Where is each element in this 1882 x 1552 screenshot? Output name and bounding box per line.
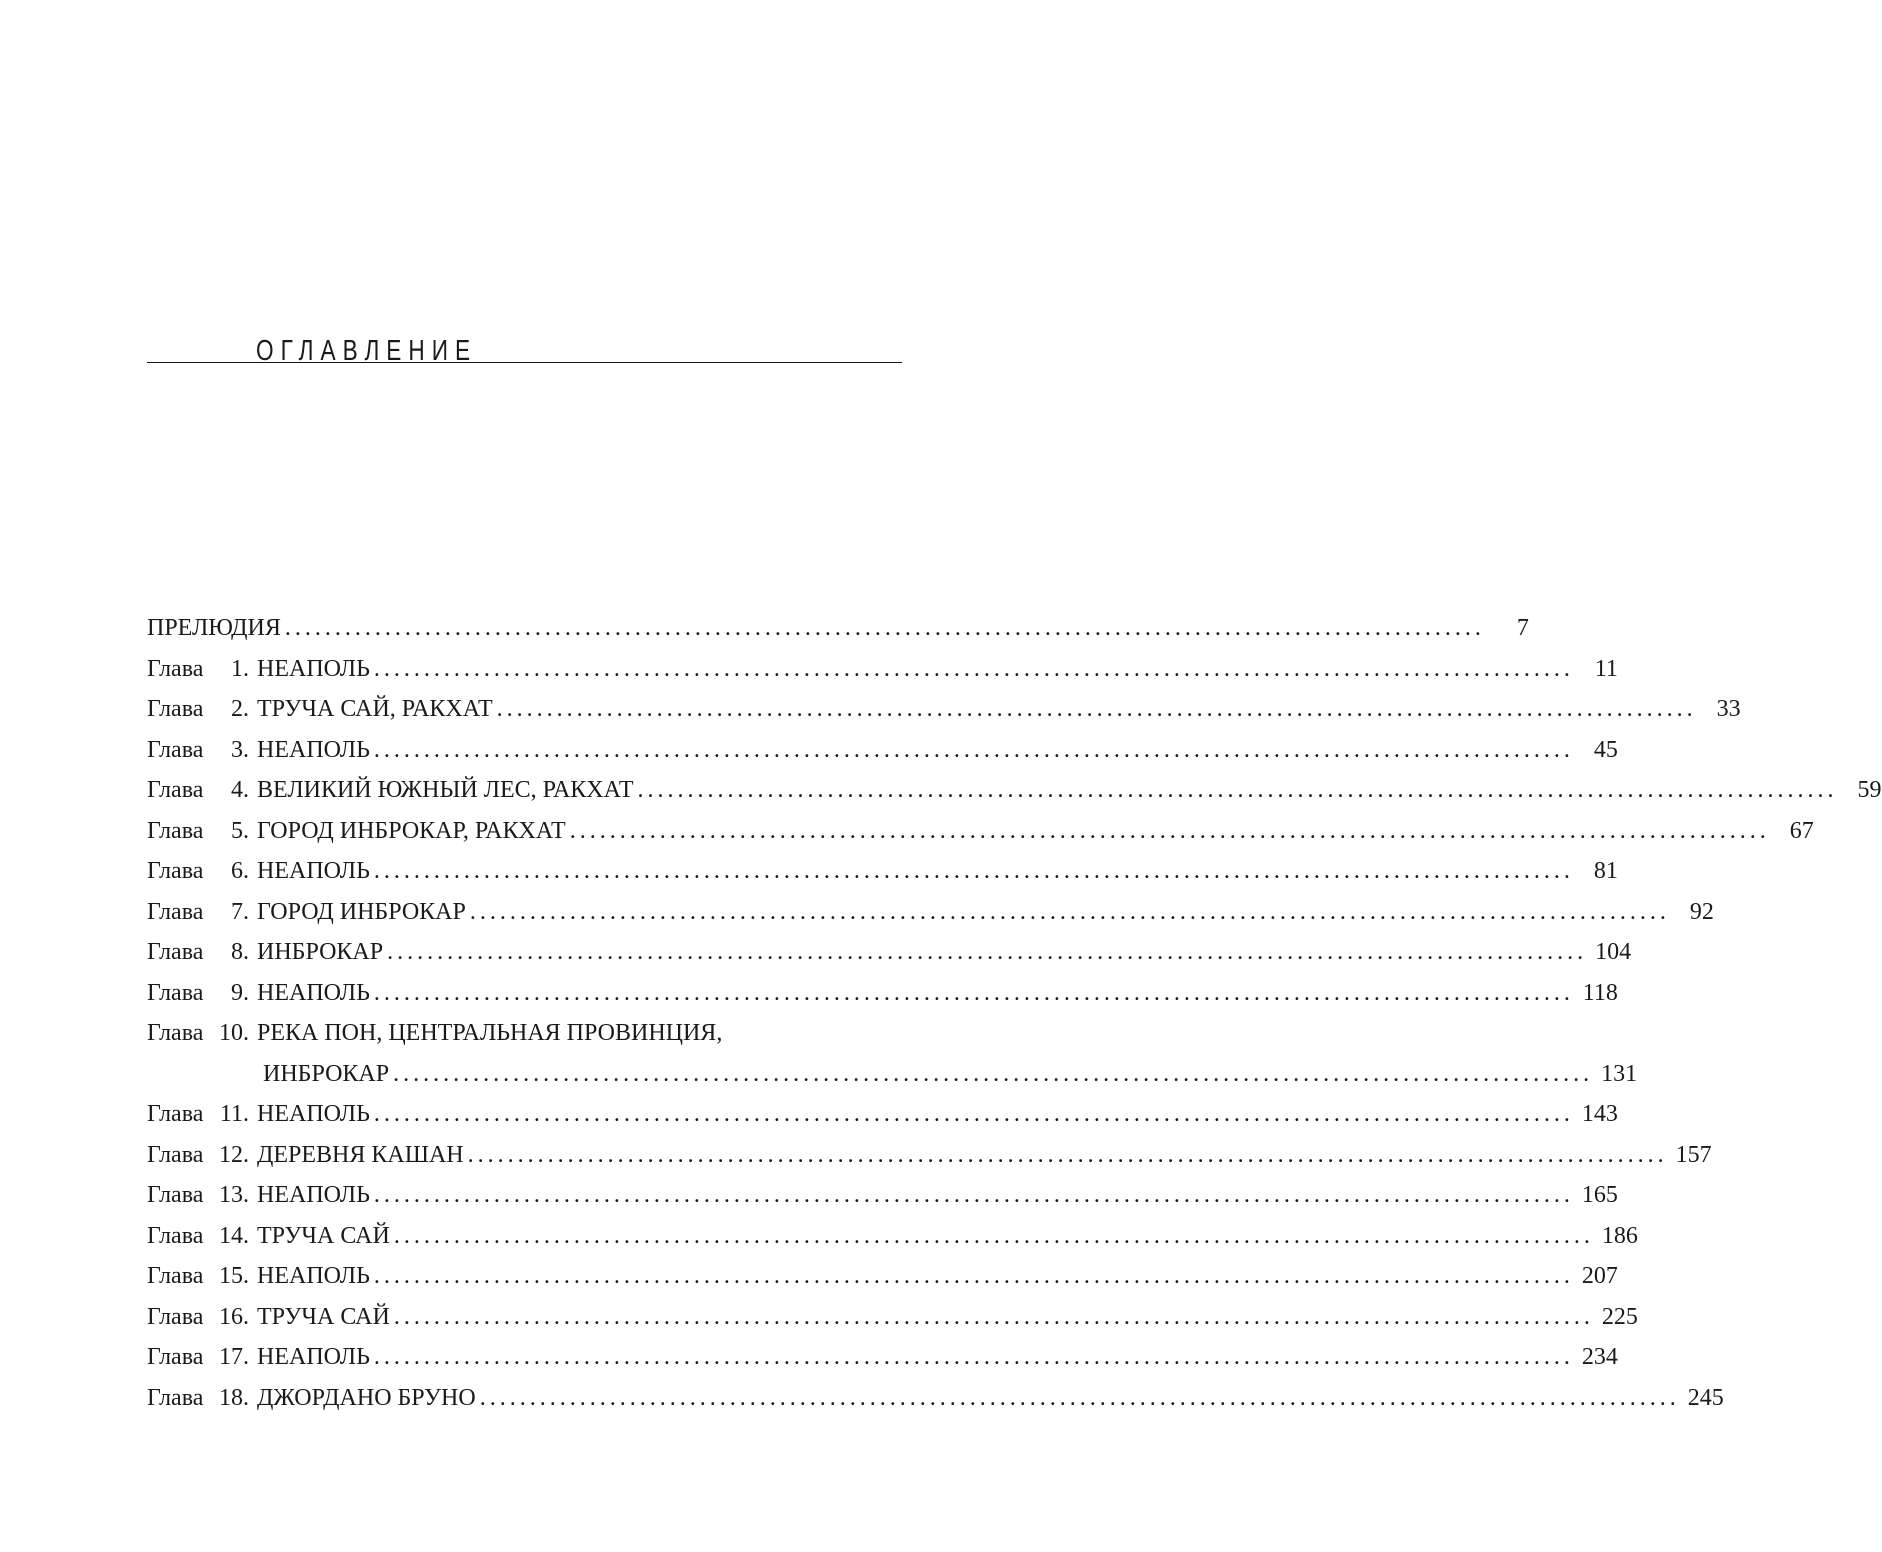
chapter-label: Глава [147,1344,204,1370]
toc-entry-title: ДЕРЕВНЯ КАШАН [257,1141,464,1168]
chapter-number: 6. [231,858,249,884]
chapter-number: 8. [231,939,249,965]
chapter-label: Глава [147,939,204,965]
toc-page-number: 157 [1675,1141,1712,1168]
toc-entry-title: НЕАПОЛЬ [257,858,370,884]
toc-entry-title: ТРУЧА САЙ, РАКХАТ [257,696,493,722]
toc-page-number: 118 [1582,979,1618,1006]
toc-entry-chapter-11[interactable] [147,1094,1618,1135]
toc-entry-prelude[interactable] [147,608,1529,649]
chapter-number: 16. [219,1303,249,1330]
dot-leader: ........................................................................................................................ [393,1222,1594,1249]
chapter-label: Глава [147,655,204,682]
chapter-label: Глава [147,1222,204,1249]
table-of-contents [147,608,1882,1418]
toc-page-number: 131 [1601,1060,1638,1087]
chapter-label: Глава [147,1303,204,1330]
toc-page-number: 59 [1857,777,1882,803]
chapter-label: Глава [147,1020,204,1046]
chapter-label: Глава [147,858,204,884]
dot-leader: ........................................................................................................................ [569,817,1770,844]
dot-leader: ........................................................................................................................ [373,979,1574,1006]
chapter-label: Глава [147,898,204,925]
chapter-number: 18. [219,1384,249,1411]
toc-entry-title: ИНБРОКАР [257,939,384,965]
chapter-number: 14. [219,1222,249,1249]
toc-page-number: 165 [1581,1182,1618,1208]
chapter-label: Глава [147,1141,204,1168]
toc-page-number: 7 [1516,615,1529,641]
chapter-label: Глава [147,777,204,803]
chapter-number: 3. [231,736,249,763]
chapter-number: 15. [219,1263,249,1289]
toc-entry-title: ГОРОД ИНБРОКАР [257,898,466,925]
chapter-number: 1. [231,655,249,682]
toc-entry-title: ТРУЧА САЙ [257,1222,390,1249]
dot-leader: ........................................................................................................................ [373,1182,1574,1208]
toc-entry-title: ВЕЛИКИЙ ЮЖНЫЙ ЛЕС, РАКХАТ [257,777,634,803]
toc-entry-title: ДЖОРДАНО БРУНО [257,1384,476,1411]
dot-leader: ........................................................................................................................ [387,939,1588,965]
toc-entry-title: ТРУЧА САЙ [257,1303,390,1330]
toc-page-number: 186 [1601,1222,1638,1249]
dot-leader: ........................................................................................................................ [373,736,1574,763]
toc-entry-title: ГОРОД ИНБРОКАР, РАКХАТ [257,817,566,844]
dot-leader: ........................................................................................................................ [373,655,1574,682]
toc-entry-chapter-4[interactable] [147,770,1882,811]
toc-entry-chapter-3[interactable] [147,730,1618,771]
title-rule [147,362,902,363]
toc-entry-title: НЕАПОЛЬ [257,1263,370,1289]
toc-entry-title: НЕАПОЛЬ [257,655,370,682]
chapter-label: Глава [147,696,204,722]
dot-leader: ........................................................................................................................ [373,1101,1574,1127]
page-title: ОГЛАВЛЕНИЕ [256,335,478,367]
chapter-number: 17. [219,1344,249,1370]
toc-entry-chapter-9[interactable] [147,973,1618,1014]
toc-entry-chapter-2[interactable] [147,689,1741,730]
toc-entry-chapter-14[interactable] [147,1216,1638,1257]
dot-leader: ........................................................................................................................ [479,1384,1680,1411]
toc-entry-chapter-18[interactable] [147,1378,1724,1419]
chapter-number: 13. [219,1182,249,1208]
toc-entry-title: РЕКА ПОН, ЦЕНТРАЛЬНАЯ ПРОВИНЦИЯ, [257,1020,723,1046]
toc-entry-chapter-5[interactable] [147,811,1814,852]
toc-entry-title: НЕАПОЛЬ [257,1182,370,1208]
dot-leader: ........................................................................................................................ [373,1344,1574,1370]
toc-entry-chapter-17[interactable] [147,1337,1618,1378]
chapter-number: 12. [219,1141,249,1168]
toc-entry-chapter-7[interactable] [147,892,1714,933]
toc-entry-title: НЕАПОЛЬ [257,1344,370,1370]
chapter-number: 10. [219,1020,249,1046]
dot-leader: ........................................................................................................................ [469,898,1670,925]
chapter-number: 2. [231,696,249,722]
dot-leader: ........................................................................................................................ [373,858,1574,884]
dot-leader: ........................................................................................................................ [637,777,1838,803]
toc-page-number: 143 [1581,1101,1618,1127]
chapter-number: 9. [231,979,249,1006]
toc-entry-chapter-8[interactable] [147,932,1632,973]
chapter-label: Глава [147,979,204,1006]
chapter-label: Глава [147,1263,204,1289]
dot-leader: ........................................................................................................................ [467,1141,1668,1168]
toc-page-number: 11 [1594,655,1618,682]
toc-entry-chapter-13[interactable] [147,1175,1618,1216]
dot-leader: ........................................................................................................................ [393,1060,1594,1087]
toc-entry-chapter-12[interactable] [147,1135,1712,1176]
chapter-label: Глава [147,817,204,844]
toc-entry-chapter-15[interactable] [147,1256,1618,1297]
toc-page-number: 45 [1593,736,1618,763]
toc-entry-chapter-16[interactable] [147,1297,1638,1338]
toc-entry-chapter-1[interactable] [147,649,1618,690]
chapter-label: Глава [147,1182,204,1208]
chapter-label: Глава [147,736,204,763]
chapter-number: 7. [231,898,249,925]
dot-leader: ........................................................................................................................ [284,615,1485,641]
toc-entry-title: НЕАПОЛЬ [257,1101,370,1127]
toc-page-number: 207 [1581,1263,1618,1289]
toc-entry-title-continued: ИНБРОКАР [263,1060,390,1087]
toc-page-number: 234 [1581,1344,1618,1370]
toc-page-number: 81 [1593,858,1618,884]
toc-entry-title: НЕАПОЛЬ [257,979,370,1006]
toc-page-number: 67 [1789,817,1814,844]
toc-page-number: 33 [1716,696,1741,722]
toc-page-number: 92 [1689,898,1714,925]
chapter-label: Глава [147,1384,204,1411]
chapter-number: 5. [231,817,249,844]
dot-leader: ........................................................................................................................ [496,696,1697,722]
toc-entry-title: НЕАПОЛЬ [257,736,370,763]
toc-entry-chapter-6[interactable] [147,851,1618,892]
toc-page-number: 104 [1595,939,1632,965]
toc-page-number: 225 [1601,1303,1638,1330]
toc-page-number: 245 [1687,1384,1724,1411]
chapter-label: Глава [147,1101,204,1127]
toc-entry-title: ПРЕЛЮДИЯ [147,615,281,641]
dot-leader: ........................................................................................................................ [393,1303,1594,1330]
chapter-number: 11. [219,1101,249,1127]
toc-entry-chapter-10[interactable] [147,1013,1638,1094]
dot-leader: ........................................................................................................................ [373,1263,1574,1289]
chapter-number: 4. [231,777,249,803]
